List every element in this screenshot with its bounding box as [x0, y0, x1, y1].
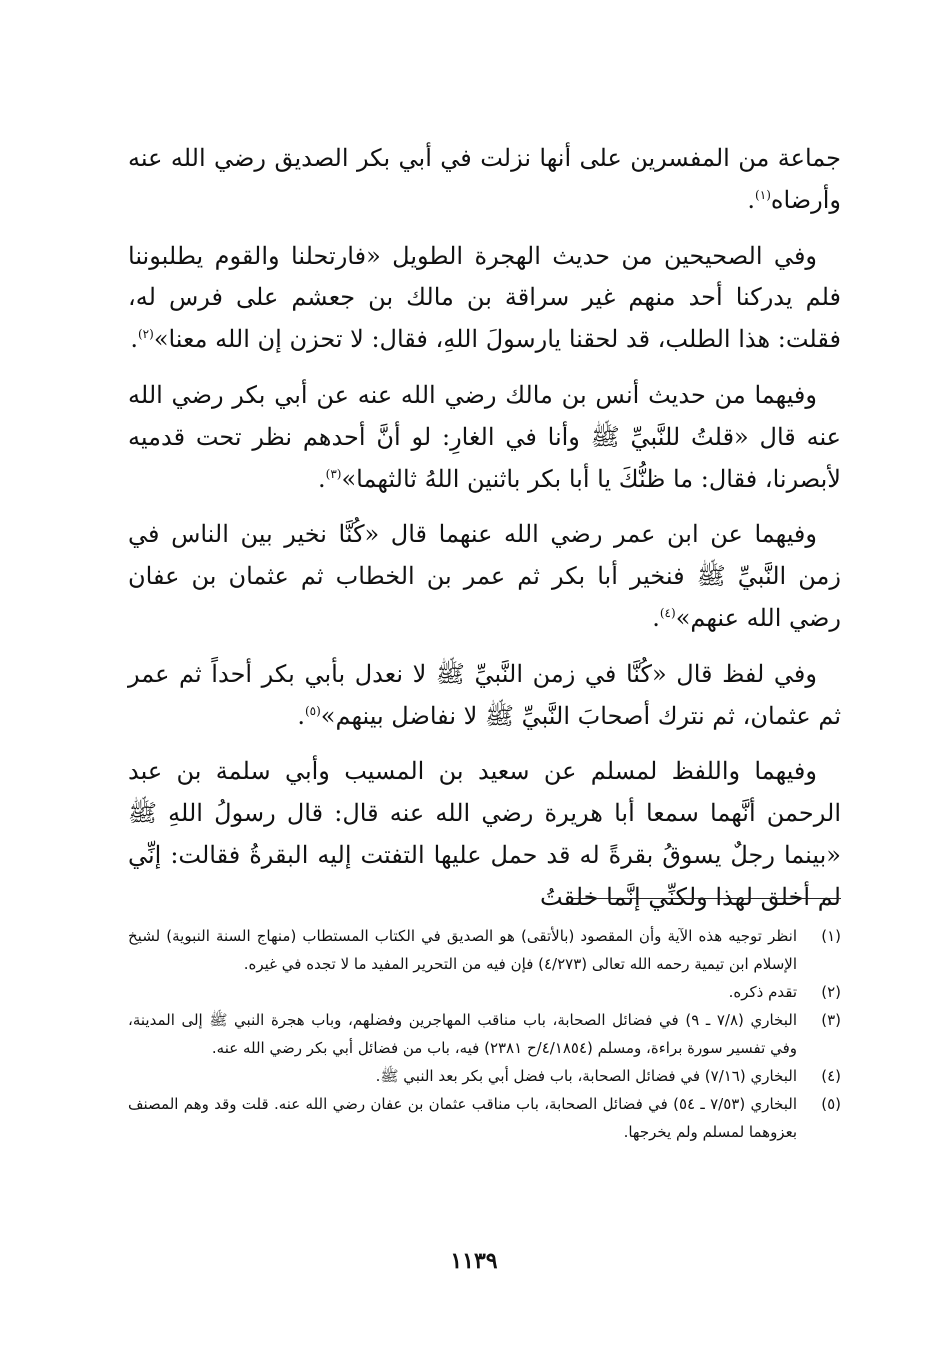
paragraph-3-tail: . — [317, 464, 326, 493]
paragraph-3-text: وفيهما من حديث أنس بن مالك رضي الله عنه عن أبي بكر رضي الله عنه قال «قلتُ للنَّبيِّ ﷺ وأنا في الغارِ: لو أنَّ أحدهم نظر تحت قدميه لأبصرنا، فقال: ما ظنُّكَ يا أبا بكر باثنين اللهُ ثالثهما» — [128, 380, 841, 493]
footnote-divider — [573, 898, 841, 899]
paragraph-2-text: وفي الصحيحين من حديث الهجرة الطويل «فارتحلنا والقوم يطلبوننا فلم يدركنا أحد منهم غير سراقة بن مالك بن جعشم على فرس له، فقلت: هذا الطلب، قد لحقنا يارسولَ اللهِ، فقال: لا تحزن إن الله معنا» — [128, 241, 841, 354]
footnote-text: تقدم ذكره. — [728, 983, 797, 1001]
page-number: ١١٣٩ — [450, 1248, 498, 1274]
paragraph-5-text: وفي لفظ قال «كُنَّا في زمن النَّبيِّ ﷺ لا نعدل بأبي بكر أحداً ثم عمر ثم عثمان، ثم نترك أصحابَ النَّبيِّ ﷺ لا نفاضل بينهم» — [128, 659, 841, 730]
paragraph-5 — [128, 654, 841, 738]
footnote-1 — [128, 922, 841, 978]
paragraph-1-tail: . — [747, 185, 756, 214]
paragraph-1 — [128, 138, 841, 222]
paragraph-2 — [128, 236, 841, 361]
footnote-number: (٣) — [821, 1011, 841, 1029]
footnote-text: انظر توجيه هذه الآية وأن المقصود (بالأتقى) هو الصديق في الكتاب المستطاب (منهاج السنة النبوية) لشيخ الإسلام ابن تيمية رحمه الله تعالى (٤/٢٧٣) فإن فيه من التحرير المفيد ما لا تجده في غيره. — [128, 927, 797, 973]
footnote-text: البخاري (٧/٨ ـ ٩) في فضائل الصحابة، باب مناقب المهاجرين وفضلهم، وباب هجرة النبي ﷺ إلى المدينة، وفي تفسير سورة براءة، ومسلم (٤/١٨٥٤/ح ٢٣٨١) فيه، باب من فضائل أبي بكر رضي الله عنه. — [128, 1011, 797, 1057]
footnote-ref-2: (٢) — [137, 327, 154, 342]
paragraph-4-tail: . — [652, 603, 660, 632]
footnote-4 — [128, 1062, 841, 1090]
footnote-ref-3: (٣) — [325, 466, 342, 481]
footnote-2 — [128, 978, 841, 1006]
paragraph-4-text: وفيهما عن ابن عمر رضي الله عنهما قال «كُنَّا نخير بين الناس في زمن النَّبيِّ ﷺ فنخير أبا بكر ثم عمر بن الخطاب ثم عثمان بن عفان رضي الله عنهم» — [128, 520, 842, 632]
footnote-number: (٢) — [821, 983, 841, 1001]
paragraph-2-tail: . — [130, 325, 138, 354]
footnote-5 — [128, 1090, 841, 1146]
footnote-text: البخاري (٧/٥٣ ـ ٥٤) في فضائل الصحابة، باب مناقب عثمان بن عفان رضي الله عنه. قلت وقد وهم المصنف بعزوهما لمسلم ولم يخرجها. — [128, 1095, 797, 1141]
paragraph-6-text: وفيهما واللفظ لمسلم عن سعيد بن المسيب وأبي سلمة بن عبد الرحمن أنَّهما سمعا أبا هريرة رضي الله عنه قال: قال رسولُ اللهِ ﷺ «بينما رجلٌ يسوقُ بقرةً له قد حمل عليها التفتت إليه البقرةُ فقالت: إنِّي لم أخلق لهذا ولكنِّي إنَّما خلقتُ — [128, 757, 841, 911]
paragraph-5-tail: . — [297, 701, 305, 730]
paragraph-6 — [128, 751, 841, 918]
footnote-3 — [128, 1006, 841, 1062]
footnote-number: (١) — [821, 927, 841, 945]
footnote-text: البخاري (٧/١٦) في فضائل الصحابة، باب فضل أبي بكر بعد النبي ﷺ. — [375, 1067, 797, 1085]
footnote-number: (٤) — [821, 1067, 841, 1085]
main-text — [128, 138, 841, 933]
footnotes — [128, 922, 841, 1146]
footnote-ref-1: (١) — [755, 187, 771, 202]
paragraph-3 — [128, 375, 841, 500]
paragraph-4 — [128, 514, 841, 639]
paragraph-1-text: جماعة من المفسرين على أنها نزلت في أبي بكر الصديق رضي الله عنه وأرضاه — [128, 144, 841, 214]
footnote-ref-4: (٤) — [659, 605, 676, 620]
footnote-ref-5: (٥) — [304, 703, 321, 718]
footnote-number: (٥) — [821, 1095, 841, 1113]
